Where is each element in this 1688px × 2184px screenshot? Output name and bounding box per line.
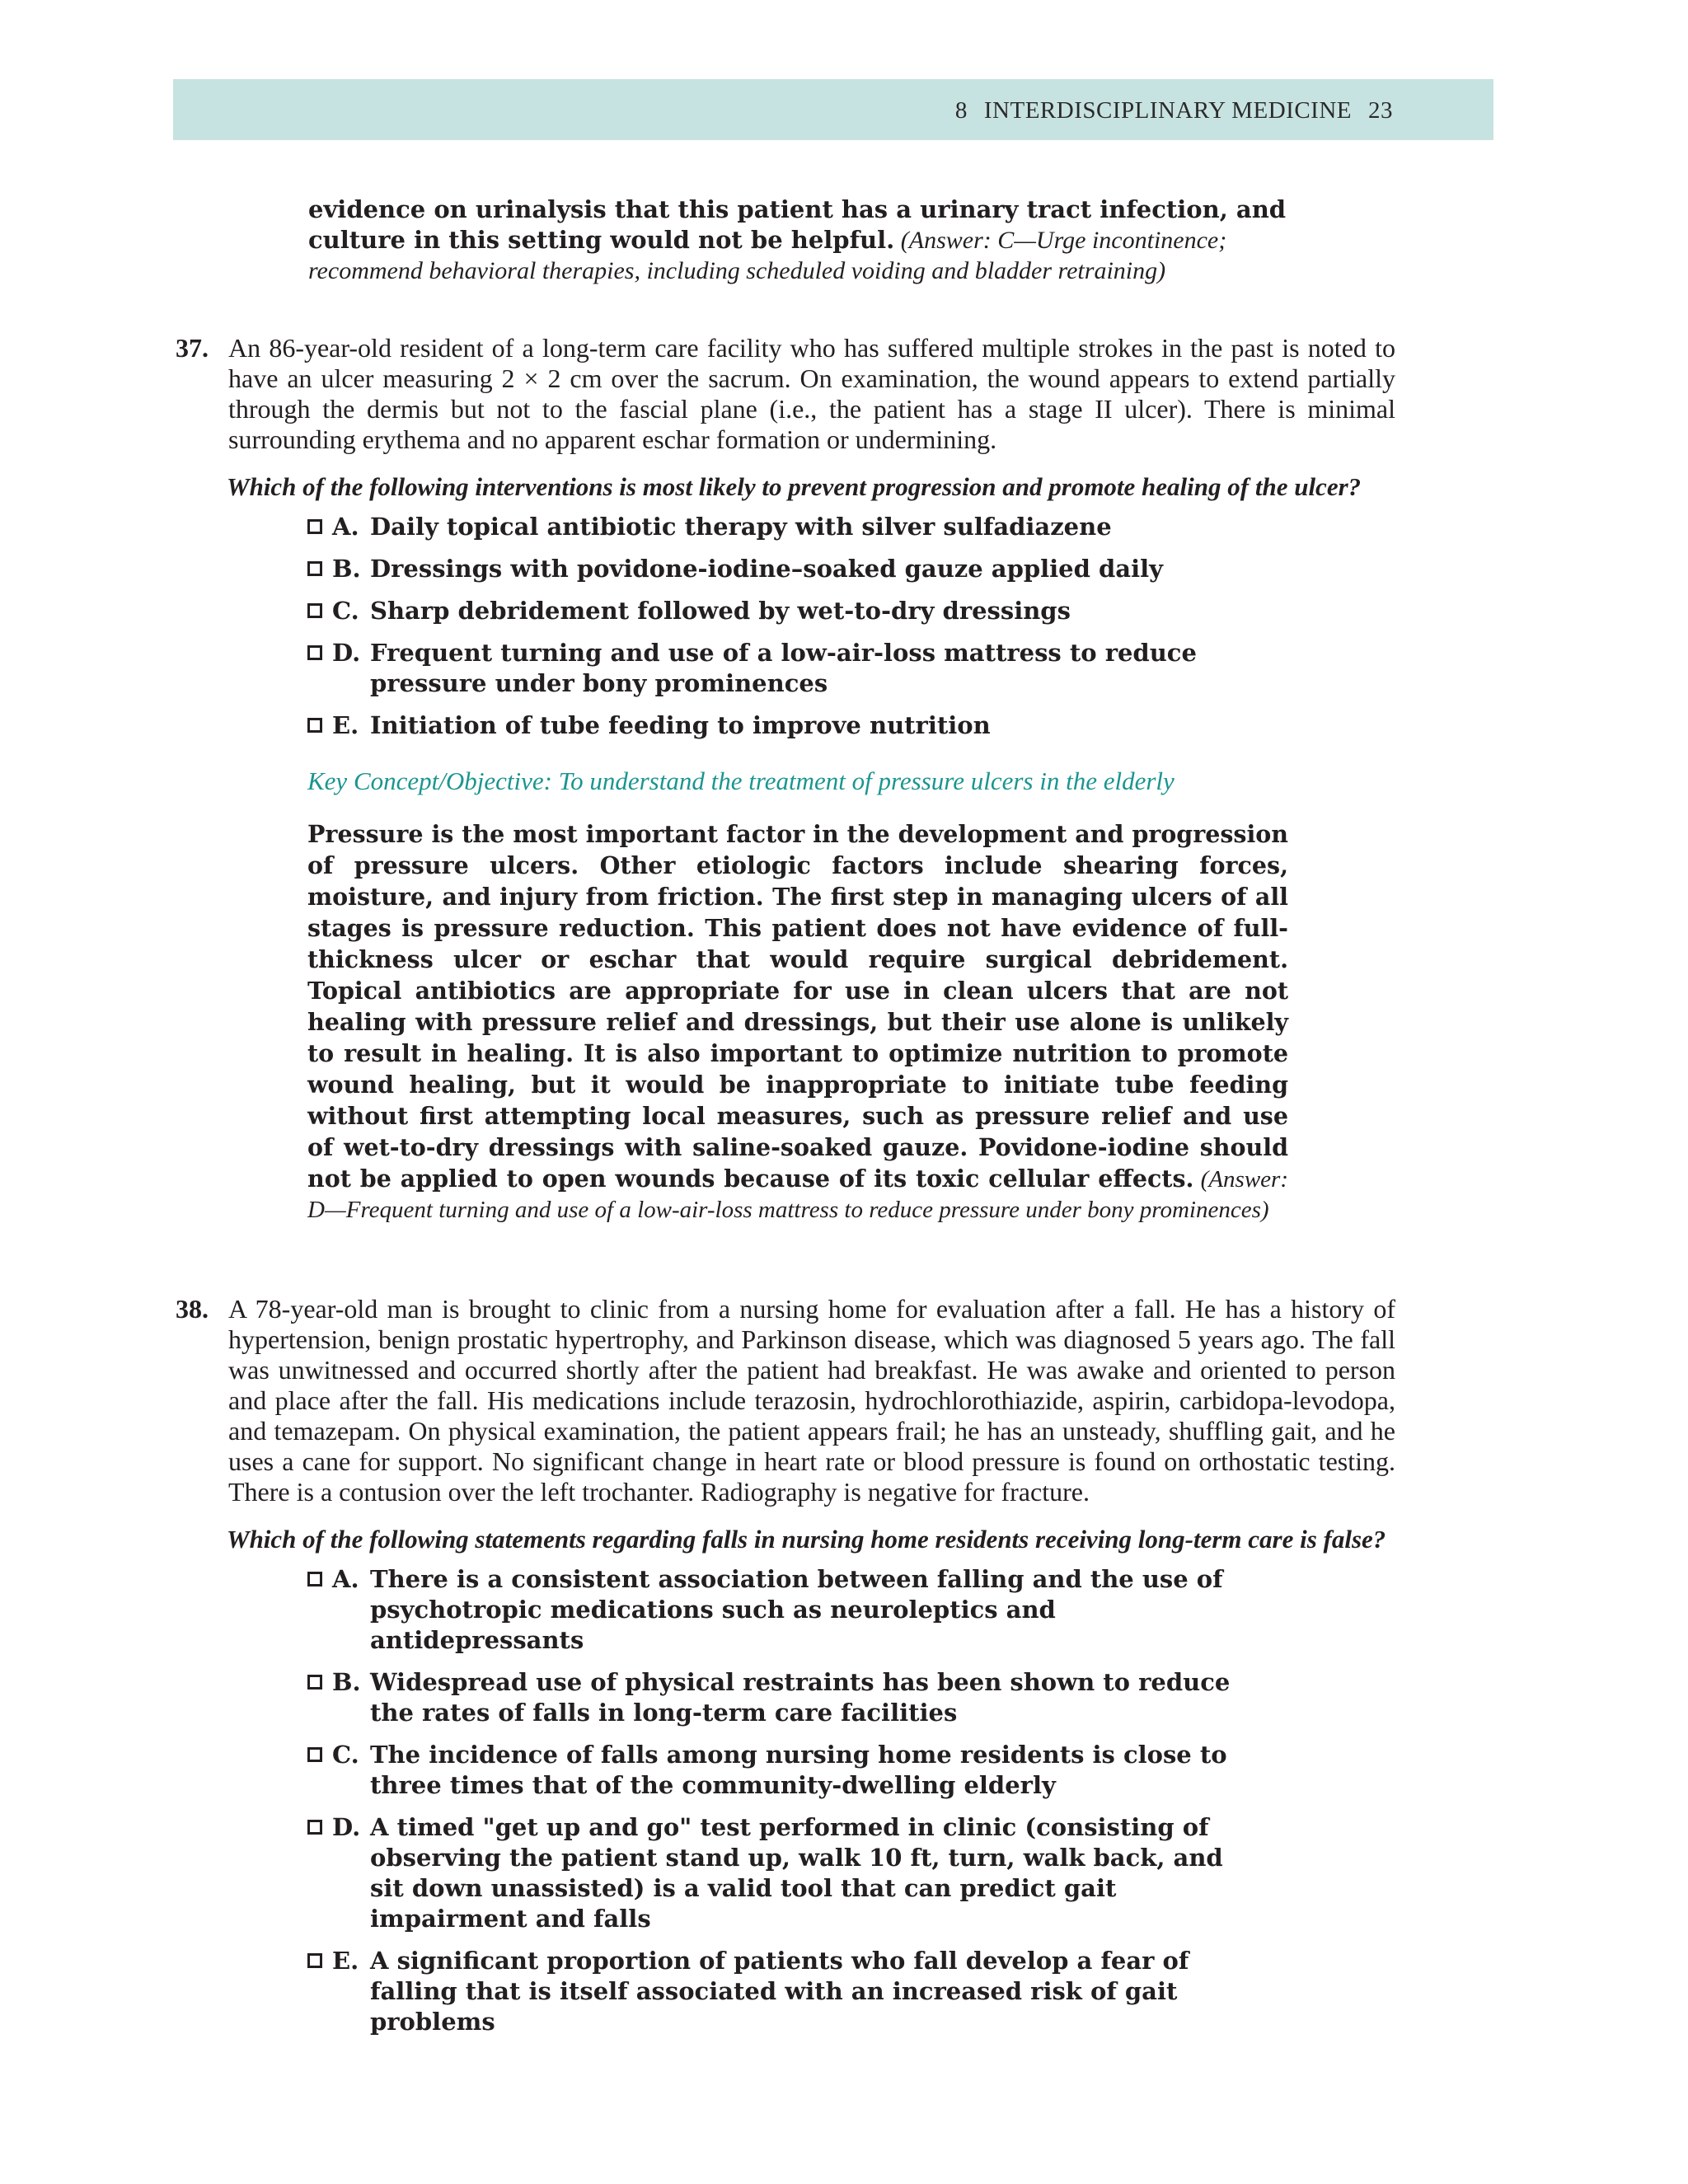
- answer-options: [307, 512, 1239, 741]
- option-text: Sharp debridement followed by wet-to-dry dressings: [370, 597, 1071, 625]
- option-text: Dressings with povidone-iodine–soaked gauze applied daily: [370, 555, 1163, 583]
- option-letter: E.: [332, 711, 359, 739]
- option-text: There is a consistent association between falling and the use of psychotropic medications such as neuroleptics and antidepressants: [370, 1565, 1223, 1654]
- checkbox-icon[interactable]: [307, 1953, 322, 1968]
- previous-answer-explanation: evidence on urinalysis that this patient has a urinary tract infection, and culture in this setting would not be helpful.: [308, 195, 1287, 254]
- checkbox-icon[interactable]: [307, 718, 322, 733]
- question-stem: A 78-year-old man is brought to clinic from a nursing home for evaluation after a fall. He has a history of hypertension, benign prostatic hypertrophy, and Parkinson disease, which was diagnosed 5 years ago. The fall was unwitnessed and occurred shortly after the patient had breakfast. He was awake and oriented to person and place after the fall. His medications include terazosin, hydrochlorothiazide, aspirin, carbidopa-levodopa, and temazepam. On physical examination, the patient appears frail; he has an unsteady, shuffling gait, and he uses a cane for support. No significant change in heart rate or blood pressure is found on orthostatic testing. There is a contusion over the left trochanter. Radiography is negative for fracture.: [228, 1294, 1395, 1507]
- option-d[interactable]: [307, 1812, 1239, 1934]
- checkbox-icon[interactable]: [307, 519, 322, 534]
- key-concept: Key Concept/Objective: To understand the treatment of pressure ulcers in the elderly: [307, 766, 1175, 795]
- option-b[interactable]: [307, 554, 1239, 584]
- option-text: The incidence of falls among nursing home residents is close to three times that of the community-dwelling elderly: [370, 1741, 1227, 1799]
- option-letter: C.: [332, 597, 359, 625]
- option-e[interactable]: [307, 710, 1239, 741]
- question-number: 37.: [176, 333, 209, 363]
- running-header: [173, 79, 1493, 140]
- checkbox-icon[interactable]: [307, 1675, 322, 1690]
- option-c[interactable]: [307, 596, 1239, 626]
- option-letter: D.: [332, 639, 361, 667]
- option-text: Widespread use of physical restraints has been shown to reduce the rates of falls in long-term care facilities: [370, 1668, 1231, 1727]
- explanation-answer: (Answer: D—Frequent turning and use of a low-air-loss mattress to reduce pressure under bony prominences): [307, 1166, 1288, 1223]
- option-text: A timed "get up and go" test performed in clinic (consisting of observing the patient stand up, walk 10 ft, turn, walk back, and sit down unassisted) is a valid tool that can predict gait impairment and falls: [370, 1813, 1223, 1933]
- question-stem: An 86-year-old resident of a long-term care facility who has suffered multiple strokes in the past is noted to have an ulcer measuring 2 × 2 cm over the sacrum. On examination, the wound appears to extend partially through the dermis but not to the fascial plane (i.e., the patient has a stage II ulcer). There is minimal surrounding erythema and no apparent eschar formation or undermining.: [228, 333, 1395, 454]
- answer-explanation: [307, 819, 1288, 1226]
- option-a[interactable]: [307, 1564, 1239, 1656]
- page-number: 23: [1368, 97, 1393, 124]
- chapter-number: 8: [954, 97, 968, 124]
- previous-answer: [308, 194, 1289, 286]
- option-text: Initiation of tube feeding to improve nutrition: [370, 711, 991, 739]
- question-prompt: Which of the following interventions is most likely to prevent progression and promote healing of the ulcer?: [227, 472, 1362, 501]
- checkbox-icon[interactable]: [307, 1572, 322, 1586]
- option-c[interactable]: [307, 1740, 1239, 1801]
- checkbox-icon[interactable]: [307, 561, 322, 576]
- chapter-title: INTERDISCIPLINARY MEDICINE: [983, 97, 1352, 124]
- checkbox-icon[interactable]: [307, 645, 322, 660]
- answer-options: [307, 1564, 1239, 2037]
- option-e[interactable]: [307, 1946, 1239, 2037]
- option-text: A significant proportion of patients who fall develop a fear of falling that is itself associated with an increased risk of gait problems: [370, 1947, 1189, 2036]
- option-letter: D.: [332, 1813, 361, 1841]
- checkbox-icon[interactable]: [307, 1747, 322, 1762]
- option-text: Daily topical antibiotic therapy with silver sulfadiazene: [370, 513, 1112, 541]
- option-a[interactable]: [307, 512, 1239, 542]
- option-b[interactable]: [307, 1667, 1239, 1728]
- previous-answer-key: (Answer: C—Urge incontinence; recommend behavioral therapies, including scheduled voiding and bladder retraining): [308, 227, 1227, 284]
- checkbox-icon[interactable]: [307, 1820, 322, 1835]
- option-letter: E.: [332, 1947, 359, 1975]
- question-number: 38.: [176, 1294, 209, 1324]
- question-prompt: Which of the following statements regarding falls in nursing home residents receiving long-term care is false?: [227, 1525, 1386, 1554]
- header-text: [955, 97, 1393, 124]
- option-text: Frequent turning and use of a low-air-loss mattress to reduce pressure under bony prominences: [370, 639, 1197, 697]
- option-letter: A.: [332, 513, 359, 541]
- option-letter: B.: [332, 555, 361, 583]
- option-d[interactable]: [307, 638, 1239, 699]
- question-37: [176, 333, 1395, 1226]
- explanation-text: Pressure is the most important factor in the development and progression of pressure ulcers. Other etiologic factors include shearing forces, moisture, and injury from friction. The first step in managing ulcers of all stages is pressure reduction. This patient does not have evidence of full-thickness ulcer or eschar that would require surgical debridement. Topical antibiotics are appropriate for use in clean ulcers that are not healing with pressure relief and dressings, but their use alone is unlikely to result in healing. It is also important to optimize nutrition to promote wound healing, but it would be inappropriate to initiate tube feeding without first attempting local measures, such as pressure relief and use of wet-to-dry dressings with saline-soaked gauze. Povidone-iodine should not be applied to open wounds because of its toxic cellular effects.: [307, 820, 1288, 1193]
- question-38: [176, 1294, 1395, 2049]
- option-letter: C.: [332, 1741, 359, 1769]
- option-letter: A.: [332, 1565, 359, 1593]
- checkbox-icon[interactable]: [307, 603, 322, 618]
- option-letter: B.: [332, 1668, 361, 1696]
